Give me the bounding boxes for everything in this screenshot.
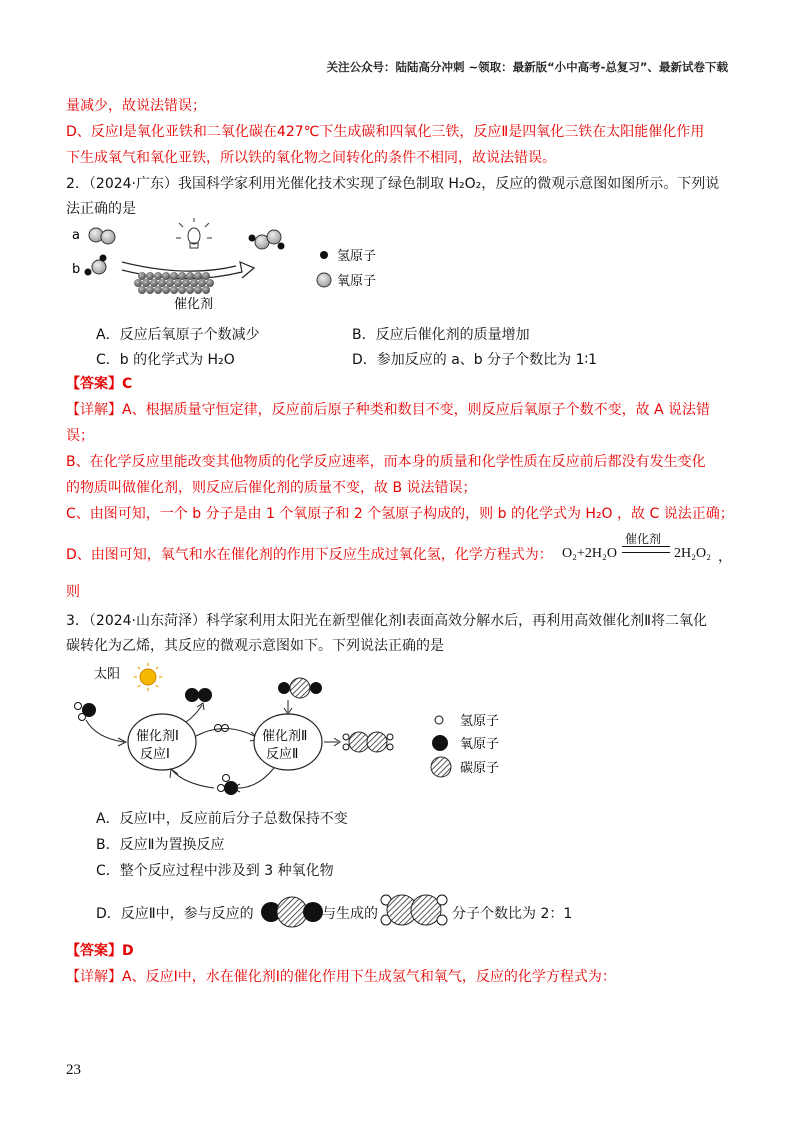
q3-option-c: C．整个反应过程中涉及到 3 种氧化物 (96, 863, 334, 879)
q2-option-b: B．反应后催化剂的质量增加 (352, 327, 530, 343)
q3-option-d-part-1: D．反应Ⅱ中，参与反应的 (96, 906, 254, 922)
sun-label: 太阳 (94, 667, 121, 682)
q2-stem-2: 法正确的是 (66, 201, 136, 217)
ethylene-carbon-atom (349, 732, 369, 752)
legend-oxygen-atom-icon (432, 735, 448, 751)
q3-option-d-ethylene-molecule (378, 888, 450, 932)
q3-option-d-co2-molecule (258, 894, 326, 930)
legend-oxygen-label: 氧原子 (460, 737, 500, 752)
reaction-1-label: 反应Ⅰ (140, 747, 170, 762)
arrow-head (170, 769, 178, 778)
molecule-b-oxygen-atom (92, 260, 106, 274)
molecule-b-hydrogen-atom (100, 255, 107, 262)
arrow-water-out (234, 768, 274, 788)
q2-detail-5: C、由图可知，一个 b 分子是由 1 个氧原子和 2 个氢原子构成的，则 b 的化学式为 H₂O ，故 C 说法正确； (66, 506, 734, 522)
prev-line-3: 下生成氧气和氧化亚铁，所以铁的氧化物之间转化的条件不相同，故说法错误。 (66, 150, 556, 166)
q3-option-b: B．反应Ⅱ为置换反应 (96, 837, 225, 853)
ethylene-hydrogen-atom (343, 734, 349, 740)
prev-line-2: D、反应Ⅰ是氧化亚铁和二氧化碳在427℃下生成碳和四氧化三铁，反应Ⅱ是四氧化三铁在太阳能催化作用 (66, 124, 705, 140)
reaction-arrow-curve (122, 262, 236, 271)
q3-answer (66, 941, 134, 961)
q3-reaction-figure (66, 660, 546, 800)
label-a: a (72, 228, 80, 243)
q2-detail-7: 则 (66, 584, 80, 600)
light-bulb-icon (176, 218, 212, 248)
product-oxygen-atom (267, 230, 281, 244)
catalyst-2-label: 催化剂Ⅱ (262, 729, 308, 744)
water-hydrogen-atom (223, 775, 230, 782)
q2-answer: 【答案】C (66, 376, 133, 392)
q2-detail-3: B、在化学反应里能改变其他物质的化学反应速率，而本身的质量和化学性质在反应前后都没有发生变化 (66, 454, 706, 470)
product-hydrogen-atom (278, 243, 285, 250)
page-header: 关注公众号：陆陆高分冲刺 ~领取：最新版“小中高考-总复习”、最新试卷下载 (326, 60, 728, 74)
q3-detail-1: 【详解】A、反应Ⅰ中，水在催化剂Ⅰ的催化作用下生成氢气和氧气，反应的化学方程式为： (66, 969, 616, 985)
co2-oxygen-atom (310, 682, 322, 694)
sun-icon (134, 663, 162, 691)
page-number: 23 (66, 1062, 81, 1078)
q2-detail-6: D、由图可知，氧气和水在催化剂的作用下反应生成过氧化氢，化学方程式为： (66, 547, 553, 563)
label-b: b (72, 262, 81, 277)
legend-hydrogen-atom-icon (435, 716, 443, 724)
water-hydrogen-atom (79, 714, 86, 721)
q3-stem-1: 3．（2024·山东菏泽）科学家利用太阳光在新型催化剂Ⅰ表面高效分解水后，再利用高效催化剂Ⅱ将二氧化 (66, 613, 708, 629)
co2-oxygen-atom (278, 682, 290, 694)
ethylene-hydrogen-atom (387, 744, 393, 750)
legend-carbon-atom-icon (431, 757, 451, 777)
arrow-oxygen-out (186, 705, 202, 722)
legend-carbon-label: 碳原子 (460, 761, 500, 776)
q2-detail-4: 的物质叫做催化剂，则反应后催化剂的质量不变，故 B 说法错误； (66, 480, 477, 496)
ethylene-hydrogen-atom (343, 744, 349, 750)
q2-option-d: D．参加反应的 a、b 分子个数比为 1∶1 (352, 352, 598, 368)
reaction-2-label: 反应Ⅱ (266, 747, 299, 762)
prev-line-1: 量减少，故说法错误； (66, 98, 206, 114)
water-hydrogen-atom (75, 703, 82, 710)
water-oxygen-atom (224, 781, 238, 795)
co2-carbon-atom (290, 678, 310, 698)
product-hydrogen-atom (249, 235, 256, 242)
oxygen-molecule-atom (198, 688, 212, 702)
legend-hydrogen-atom-icon (320, 251, 328, 259)
q3-stem-2: 碳转化为乙烯，其反应的微观示意图如下。下列说法正确的是 (66, 638, 444, 654)
ethylene-carbon-atom (367, 732, 387, 752)
arrow-water-recycle (172, 770, 214, 788)
q2-detail-2: 误； (66, 428, 94, 444)
hydrogen-molecule-atom (215, 725, 222, 732)
catalyst-1-label: 催化剂Ⅰ (136, 729, 179, 744)
legend-hydrogen-label: 氢原子 (337, 249, 377, 264)
q2-reaction-figure (66, 218, 406, 314)
ethylene-hydrogen-atom (387, 734, 393, 740)
equation-reactants: O₂+2H₂O (562, 546, 617, 561)
oxygen-molecule-atom (185, 688, 199, 702)
equation-products: 2H₂O₂ (674, 546, 711, 561)
legend-hydrogen-label: 氢原子 (460, 714, 500, 729)
q3-answer-text: 【答案】D (66, 943, 134, 959)
q3-option-d-part-3: 分子个数比为 2：1 (452, 906, 573, 922)
water-hydrogen-atom (218, 785, 225, 792)
q3-option-a: A．反应Ⅰ中，反应前后分子总数保持不变 (96, 811, 348, 827)
equation-equals-sign (622, 546, 670, 553)
legend-oxygen-atom-icon (317, 273, 331, 287)
molecule-b-hydrogen-atom (85, 269, 92, 276)
q2-option-a: A．反应后氧原子个数减少 (96, 327, 260, 343)
equation-condition: 催化剂 (625, 532, 662, 546)
legend-oxygen-label: 氧原子 (337, 274, 377, 289)
q3-option-d-part-2: 与生成的 (322, 906, 378, 922)
equation-comma: ， (718, 550, 732, 565)
molecule-a-oxygen-atom (101, 230, 115, 244)
q2-stem-1: 2．（2024·广东）我国科学家利用光催化技术实现了绿色制取 H₂O₂，反应的微观示意图如图所示。下列说 (66, 176, 720, 192)
q2-option-c: C．b 的化学式为 H₂O (96, 352, 235, 368)
catalyst-label: 催化剂 (174, 297, 214, 312)
q2-detail-1: 【详解】A、根据质量守恒定律，反应前后原子种类和数目不变，则反应后氧原子个数不变，故 A 说法错 (66, 402, 711, 418)
